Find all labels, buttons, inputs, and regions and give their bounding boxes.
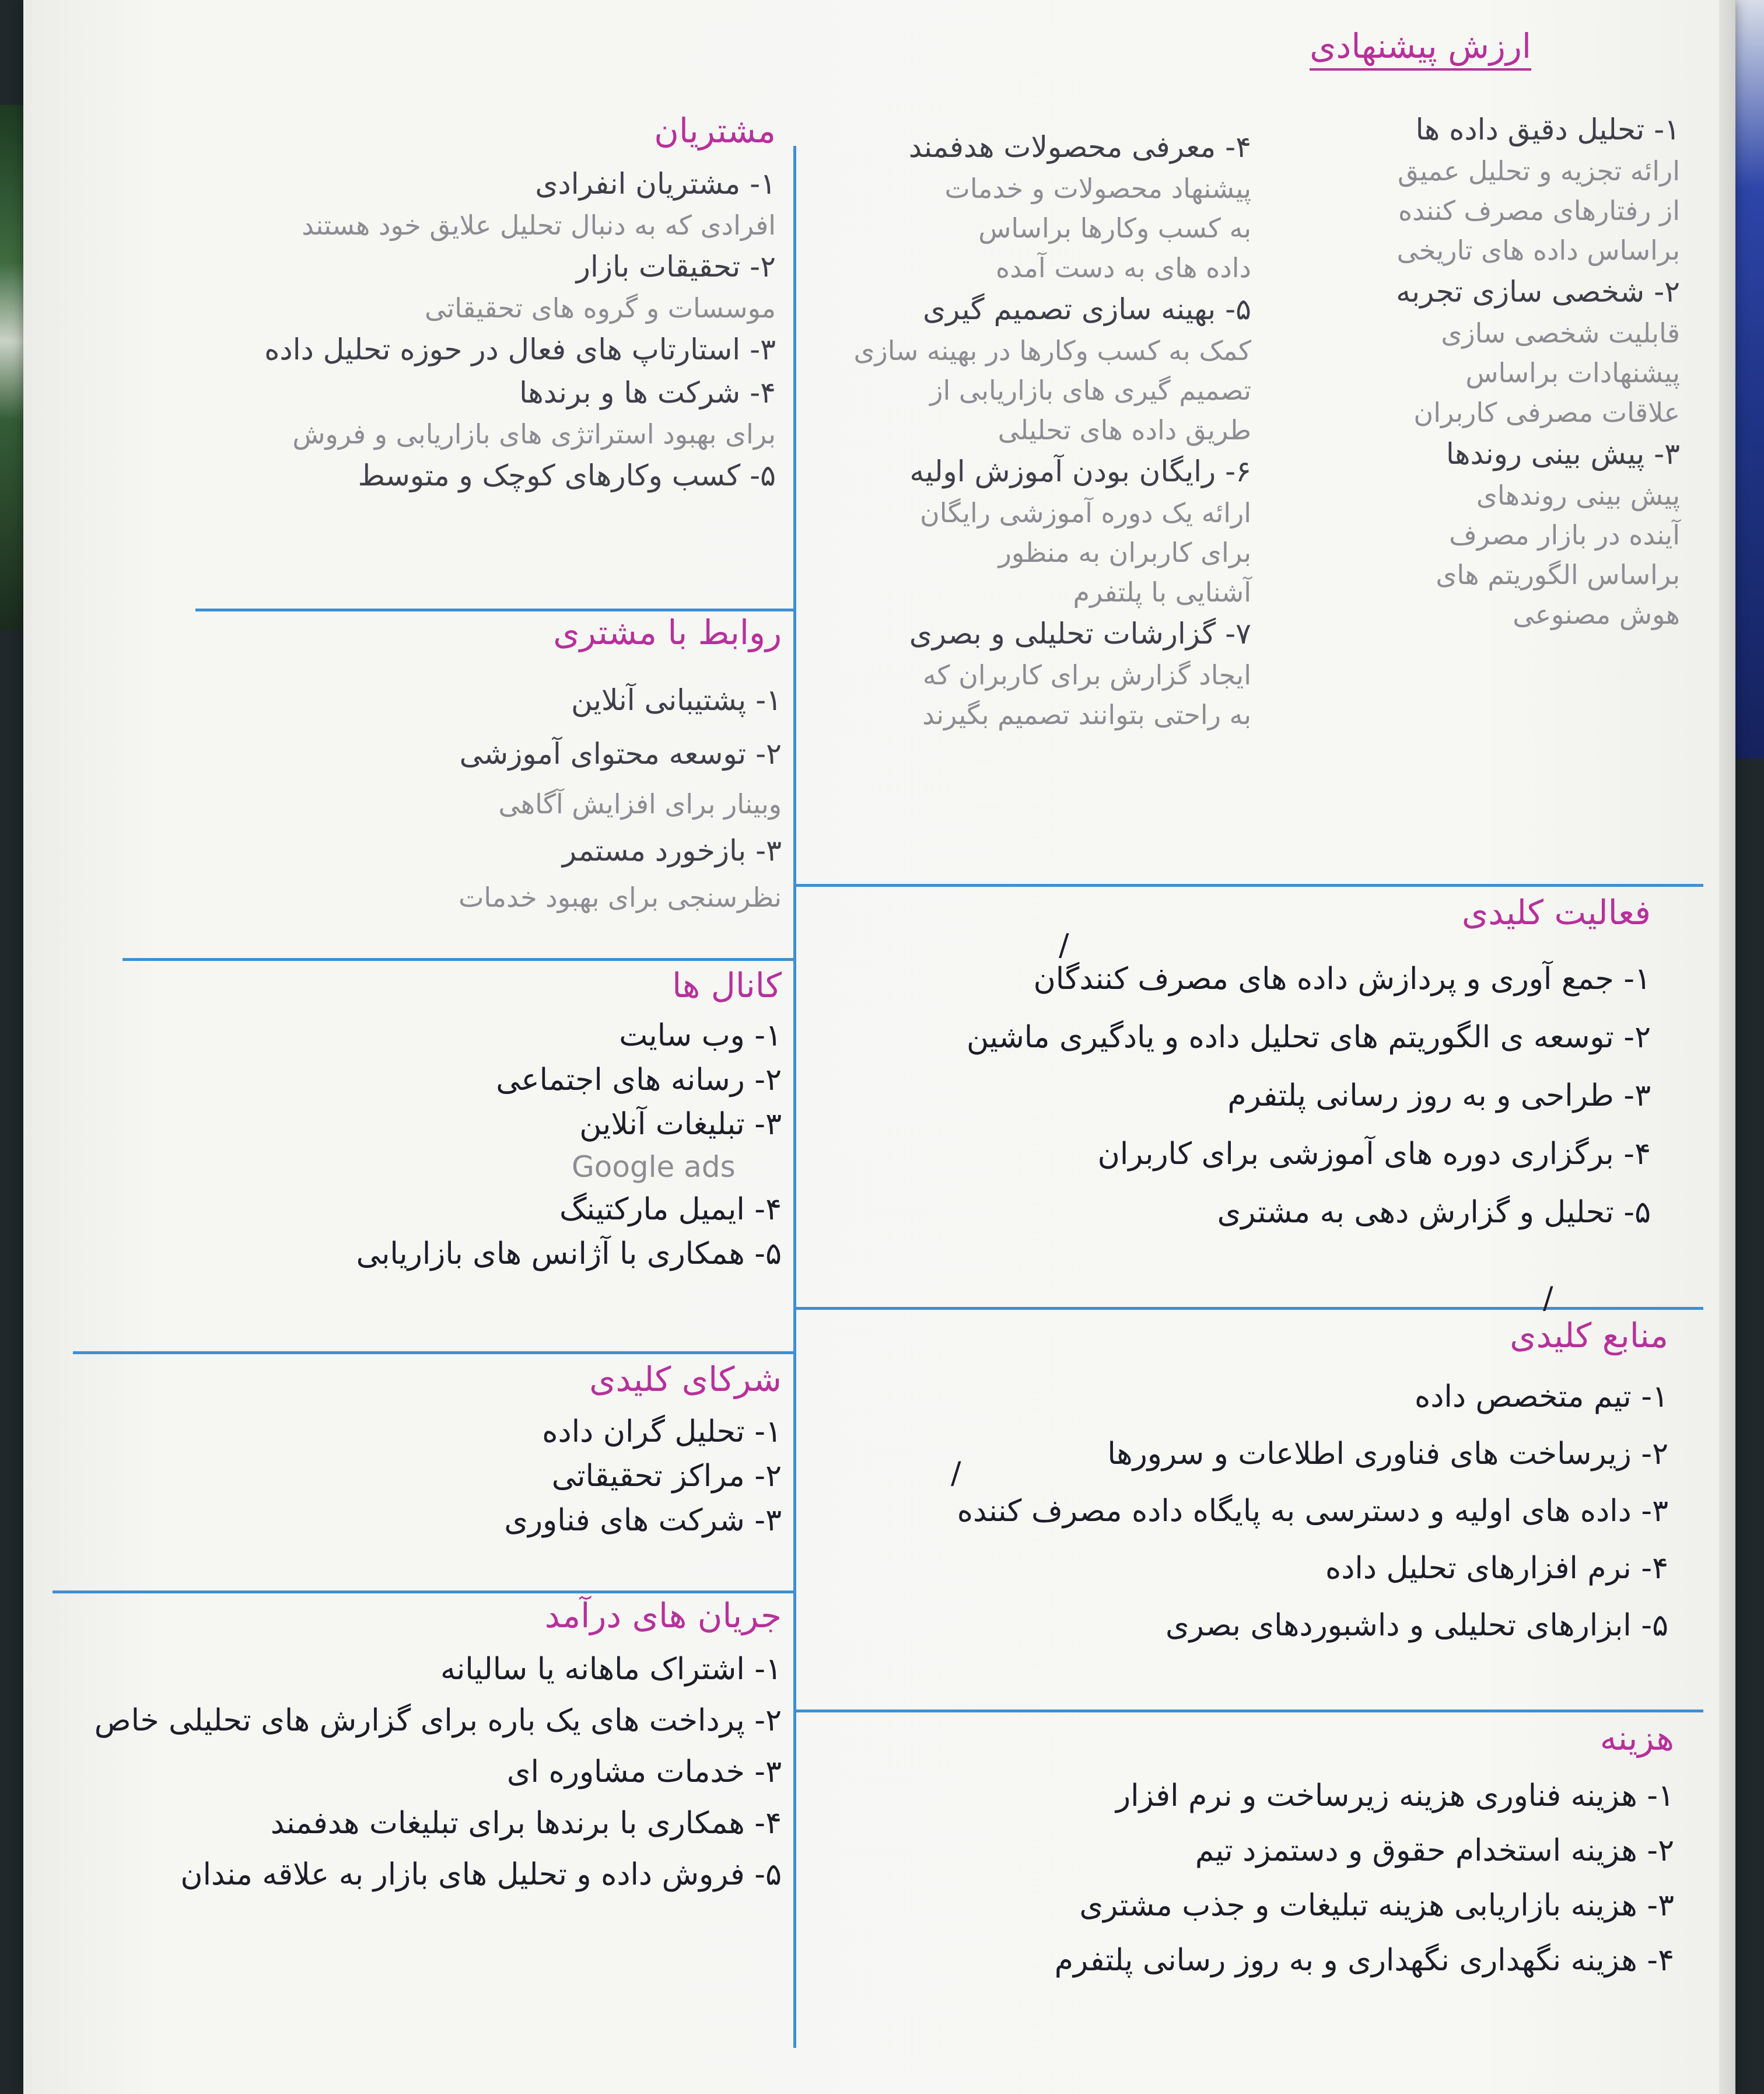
customers-heading: ۵- کسب وکارهای کوچک و متوسط xyxy=(358,459,776,492)
vp-line: ارائه تجزیه و تحلیل عمیق xyxy=(1397,155,1680,187)
divider-value-activities xyxy=(793,884,1703,887)
cost-item: ۱- هزینه فناوری هزینه زیرساخت و نرم افزار xyxy=(1116,1778,1674,1813)
vertical-divider xyxy=(793,146,796,2048)
activity-item: ۱- جمع آوری و پردازش داده های مصرف کنندگان xyxy=(1033,962,1651,997)
vp-line: از رفتارهای مصرف کننده xyxy=(1398,195,1680,226)
channel-item-note: Google ads xyxy=(572,1150,736,1184)
revenue-item: ۲- پرداخت های یک باره برای گزارش های تحلیلی خاص xyxy=(94,1703,782,1738)
channel-item: ۱- وب سایت xyxy=(619,1018,782,1053)
customers-heading: ۴- شرکت ها و برندها xyxy=(519,376,776,410)
channel-item: ۳- تبلیغات آنلاین xyxy=(579,1107,782,1142)
customers-line: موسسات و گروه های تحقیقاتی xyxy=(425,292,776,324)
page-edge xyxy=(1719,0,1735,2094)
channels-title: کانال ها xyxy=(672,966,782,1005)
channel-item: ۴- ایمیل مارکتینگ xyxy=(559,1192,782,1227)
vp-line: طریق داده های تحلیلی xyxy=(998,414,1251,446)
key-resources-section xyxy=(805,1316,1668,1654)
activity-item: ۳- طراحی و به روز رسانی پلتفرم xyxy=(1227,1078,1651,1113)
revenue-item: ۱- اشتراک ماهانه یا سالیانه xyxy=(440,1652,782,1687)
relations-line: وبینار برای افزایش آگاهی xyxy=(498,788,782,820)
resource-item: ۲- زیرساخت های فناوری اطلاعات و سرورها xyxy=(1107,1436,1668,1471)
vp-heading: ۱- تحلیل دقیق داده ها xyxy=(1415,113,1680,146)
partner-item: ۱- تحلیل گران داده xyxy=(542,1414,782,1449)
vp-line: هوش مصنوعی xyxy=(1513,599,1680,630)
resource-item: ۱- تیم متخصص داده xyxy=(1415,1379,1668,1414)
value-proposition-col2 xyxy=(802,125,1251,735)
vp-heading: ۷- گزارشات تحلیلی و بصری xyxy=(909,617,1251,651)
divider-channels-partners xyxy=(73,1351,793,1354)
vp-line: آشنایی با پلتفرم xyxy=(1073,576,1251,608)
cost-item: ۴- هزینه نگهداری نگهداری و به روز رسانی پلتفرم xyxy=(1054,1943,1674,1978)
activity-item: ۵- تحلیل و گزارش دهی به مشتری xyxy=(1217,1195,1651,1230)
customers-line: افرادی که به دنبال تحلیل علایق خود هستند xyxy=(302,209,776,241)
vp-line: داده های به دست آمده xyxy=(996,252,1251,284)
tick-mark: / xyxy=(951,1456,961,1491)
tick-mark: / xyxy=(1059,928,1069,963)
vp-heading: ۵- بهینه سازی تصمیم گیری xyxy=(923,292,1251,326)
relations-line: نظرسنجی برای بهبود خدمات xyxy=(459,882,782,913)
vp-line: برای کاربران به منظور xyxy=(998,537,1251,568)
activity-item: ۲- توسعه ی الگوریتم های تحلیل داده و یادگیری ماشین xyxy=(966,1020,1651,1055)
vp-line: علاقات مصرفی کاربران xyxy=(1413,397,1680,428)
vp-line: براساس الگوریتم های xyxy=(1436,559,1680,590)
revenue-item: ۳- خدمات مشاوره ای xyxy=(506,1754,782,1789)
customers-heading: ۲- تحقیقات بازار xyxy=(576,250,776,284)
revenue-item: ۵- فروش داده و تحلیل های بازار به علاقه مندان xyxy=(180,1857,782,1892)
divider-resources-costs xyxy=(793,1710,1703,1712)
vp-line: براساس داده های تاریخی xyxy=(1396,235,1680,266)
vp-heading: ۳- پیش بینی روندها xyxy=(1446,437,1680,471)
value-proposition-col1 xyxy=(1208,108,1680,634)
resource-item: ۵- ابزارهای تحلیلی و داشبوردهای بصری xyxy=(1165,1608,1668,1643)
revenue-streams-section xyxy=(76,1596,782,1900)
vp-heading: ۴- معرفی محصولات هدفمند xyxy=(908,130,1251,164)
vp-line: تصمیم گیری های بازاریابی از xyxy=(930,375,1251,406)
tick-mark: / xyxy=(1543,1281,1553,1316)
customers-title: مشتریان xyxy=(654,111,776,151)
resource-item: ۴- نرم افزارهای تحلیل داده xyxy=(1325,1551,1668,1586)
channels-section xyxy=(280,966,782,1276)
revenue-streams-title: جریان های درآمد xyxy=(544,1596,782,1635)
vp-line: کمک به کسب وکارها در بهینه سازی xyxy=(853,335,1251,366)
key-partners-section xyxy=(432,1359,782,1543)
partner-item: ۲- مراکز تحقیقاتی xyxy=(551,1459,782,1494)
cost-item: ۲- هزینه استخدام حقوق و دستمزد تیم xyxy=(1195,1833,1674,1868)
vp-line: پیش بینی روندهای xyxy=(1476,480,1680,511)
vp-line: آینده در بازار مصرف xyxy=(1449,519,1680,551)
cost-item: ۳- هزینه بازاریابی هزینه تبلیغات و جذب مشتری xyxy=(1079,1888,1674,1923)
key-resources-title: منابع کلیدی xyxy=(1510,1316,1668,1355)
key-activities-section xyxy=(805,893,1651,1242)
channel-item: ۲- رسانه های اجتماعی xyxy=(496,1062,782,1097)
vp-heading: ۶- رایگان بودن آموزش اولیه xyxy=(909,455,1251,488)
value-proposition-section xyxy=(1240,26,1531,71)
vp-line: پیشنهادات براساس xyxy=(1465,357,1680,389)
relations-heading: ۱- پشتیبانی آنلاین xyxy=(571,683,782,717)
channel-item: ۵- همکاری با آژانس های بازاریابی xyxy=(356,1236,782,1271)
partner-item: ۳- شرکت های فناوری xyxy=(504,1503,782,1538)
divider-relations-channels xyxy=(123,958,793,961)
costs-title: هزینه xyxy=(1600,1718,1674,1758)
divider-partners-revenue xyxy=(52,1590,793,1593)
customers-line: برای بهبود استراتژی های بازاریابی و فروش xyxy=(292,418,776,450)
vp-line: ارائه یک دوره آموزشی رایگان xyxy=(920,497,1251,529)
customer-relations-section xyxy=(350,613,782,921)
key-activities-title: فعالیت کلیدی xyxy=(1461,893,1651,932)
revenue-item: ۴- همکاری با برندها برای تبلیغات هدفمند xyxy=(270,1806,782,1841)
customers-heading: ۱- مشتریان انفرادی xyxy=(535,167,776,201)
activity-item: ۴- برگزاری دوره های آموزشی برای کاربران xyxy=(1097,1137,1651,1172)
relations-heading: ۳- بازخورد مستمر xyxy=(562,834,782,868)
notebook-page xyxy=(23,0,1735,2094)
vp-line: به راحتی بتوانند تصمیم بگیرند xyxy=(922,699,1251,730)
divider-activities-resources xyxy=(793,1307,1703,1310)
value-proposition-title: ارزش پیشنهادی xyxy=(1310,26,1531,71)
relations-heading: ۲- توسعه محتوای آموزشی xyxy=(459,737,782,771)
customer-relations-title: روابط با مشتری xyxy=(553,613,782,652)
vp-line: ایجاد گزارش برای کاربران که xyxy=(922,659,1251,691)
vp-line: قابلیت شخصی سازی xyxy=(1441,317,1680,349)
customers-heading: ۳- استارتاپ های فعال در حوزه تحلیل داده xyxy=(264,333,776,366)
vp-heading: ۲- شخصی سازی تجربه xyxy=(1396,275,1680,309)
customers-section xyxy=(216,111,776,497)
costs-section xyxy=(951,1718,1674,1988)
resource-item: ۳- داده های اولیه و دسترسی به پایگاه داده مصرف کننده xyxy=(957,1494,1668,1529)
vp-line: به کسب وکارها براساس xyxy=(978,212,1251,244)
divider-customers-relations xyxy=(195,609,793,611)
vp-line: پیشنهاد محصولات و خدمات xyxy=(944,173,1251,204)
key-partners-title: شرکای کلیدی xyxy=(589,1359,782,1399)
